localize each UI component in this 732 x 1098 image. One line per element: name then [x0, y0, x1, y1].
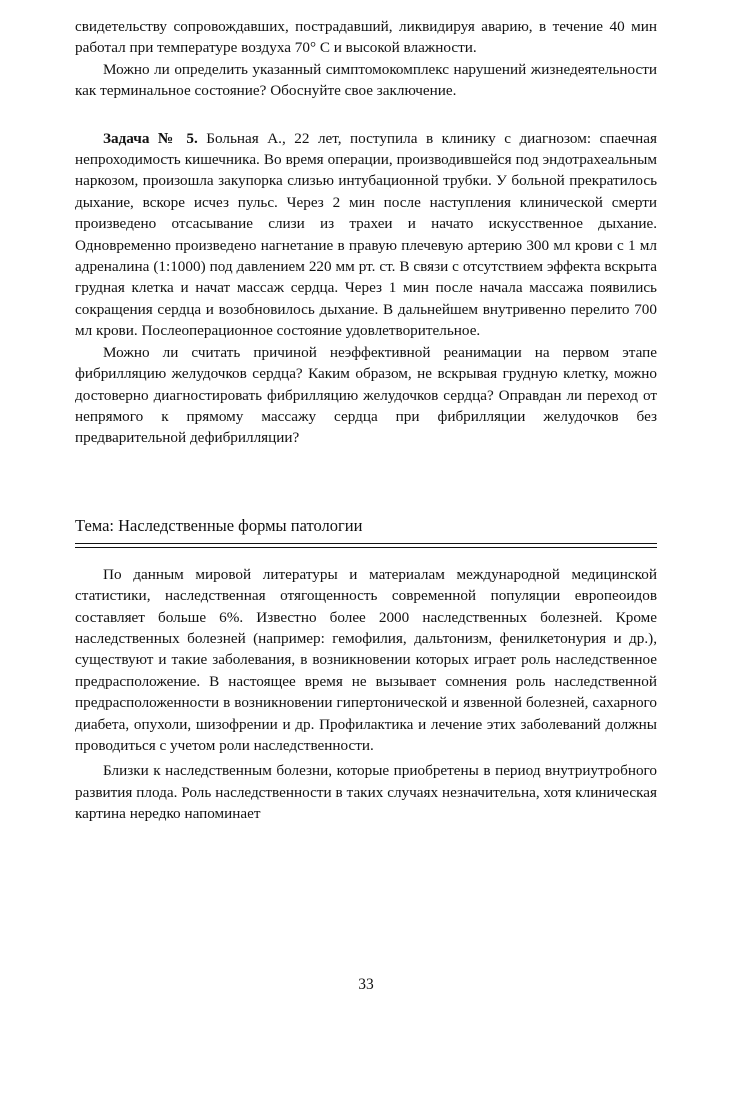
paragraph-question-4: Можно ли определить указанный симптомокомплекс нарушений жизнедеятельности как терминальное состояние? Обоснуйте свое заключение. [75, 60, 657, 100]
task-5-label: Задача № 5. [103, 129, 198, 147]
theme-paragraph-2: Близки к наследственным болезни, которые приобретены в период внутриутробного развития плода. Роль наследственности в таких случаях незначительна, хотя клиническая картина нередко напоминает [75, 762, 657, 823]
page-number: 33 [358, 976, 374, 993]
task-5-paragraph [75, 128, 657, 342]
heading-rule-top [75, 543, 657, 544]
document-page [75, 16, 657, 825]
spacer [75, 548, 657, 564]
theme-heading: Тема: Наследственные формы патологии [75, 515, 363, 535]
theme-paragraph-1: По данным мировой литературы и материалам международной медицинской статистики, наследственная отягощенность современной популяции европеоидов составляет больше 6%. Известно более 2000 наследственных болезней. Кроме наследственных болезней (например: гемофилия, дальтонизм, фенилкетонурия и др.), существуют и такие заболевания, в возникновении которых играет роль наследственное предрасположение. В настоящее время не вызывает сомнения роль наследственной предрасположенности в возникновении гипертонической и язвенной болезней, сахарного диабета, опухоли, шизофрении и др. Профилактика и лечение этих заболеваний должны проводиться с учетом роли наследственности. [75, 565, 657, 754]
task-5-question: Можно ли считать причиной неэффективной реанимации на первом этапе фибрилляцию желудочков сердца? Каким образом, не вскрывая грудную клетку, можно достоверно диагностировать фибрилляцию желудочков сердца? Оправдан ли переход от непрямого к прямому массажу сердца при фибрилляции желудочков без предварительной дефибрилляции? [75, 343, 657, 447]
task-5-text: Больная А., 22 лет, поступила в клинику с диагнозом: спаечная непроходимость кишечника. Во время операции, производившейся под эндотрахеальным наркозом, произошла закупорка слизью интубационной трубки. У больной прекратилось дыхание, вскоре исчез пульс. Через 2 мин после наступления клинической смерти произведено отсасывание слизи из трахеи и начато искусственное дыхание. Одновременно произведено нагнетание в правую плечевую артерию 300 мл крови с 1 мл адреналина (1:1000) под давлением 220 мм рт. ст. В связи с отсутствием эффекта вскрыта грудная клетка и начат массаж сердца. Через 1 мин после начала массажа появились сокращения сердца и возобновилось дыхание. В дальнейшем внутривенно перелито 700 мл крови. Послеоперационное состояние удовлетворительное. [75, 129, 657, 340]
paragraph-continuation: свидетельству сопровождавших, пострадавший, ликвидируя аварию, в течение 40 мин работал при температуре воздуха 70° С и высокой влажности. [75, 18, 657, 57]
spacer [75, 102, 657, 128]
spacer [75, 449, 657, 515]
